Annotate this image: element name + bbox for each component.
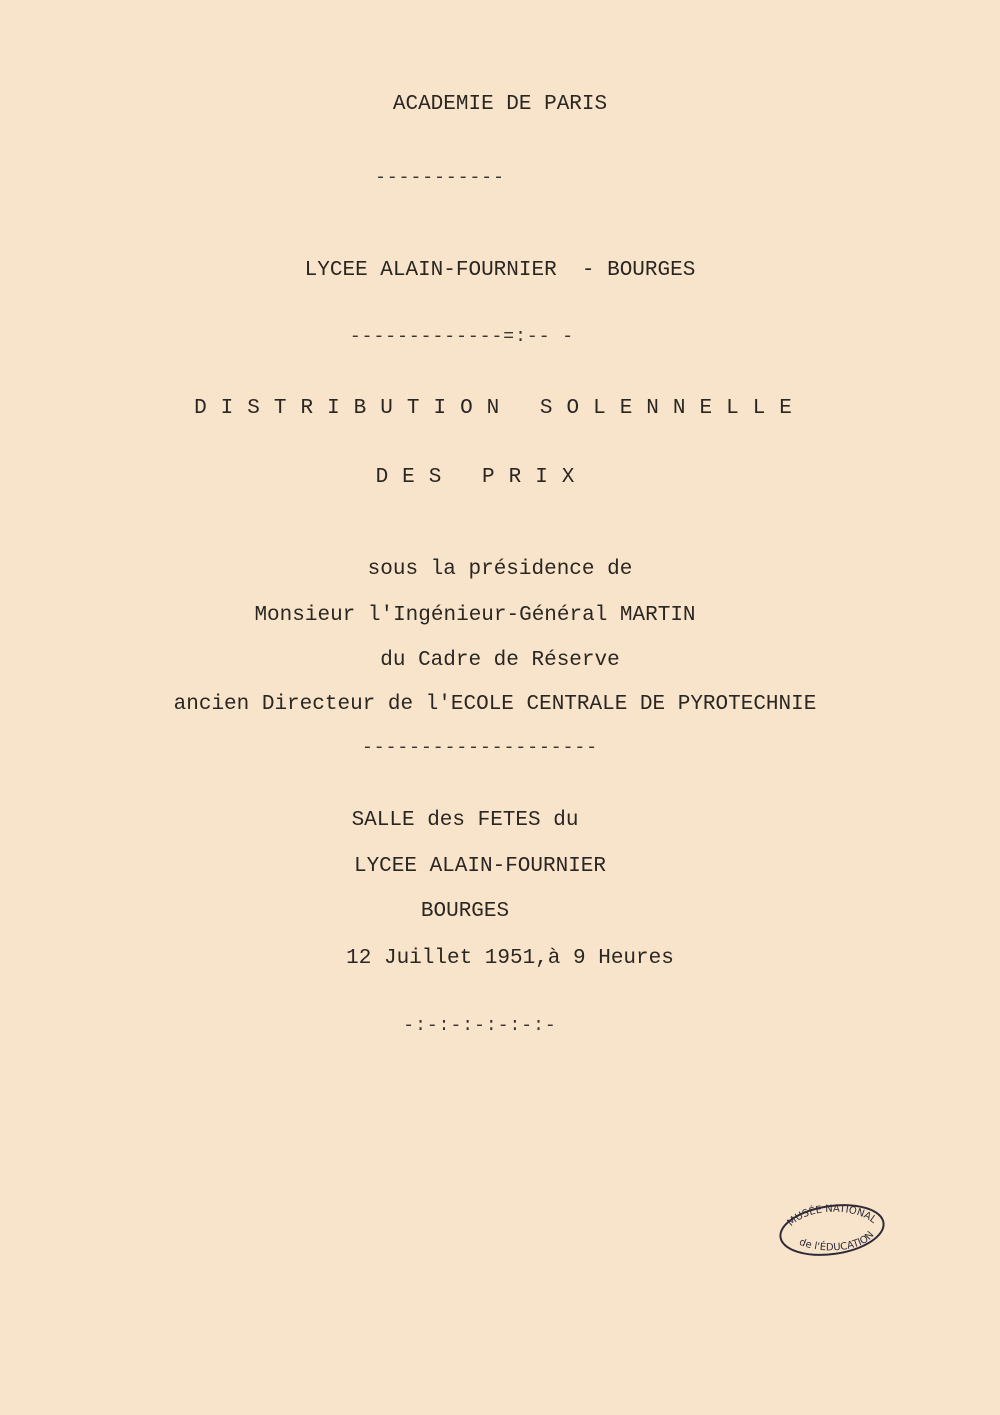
stamp-top-text: MUSÉE NATIONAL [785,1203,879,1229]
venue-line-4: 12 Juillet 1951,à 9 Heures [346,947,674,970]
school-heading: LYCEE ALAIN-FOURNIER - BOURGES [304,259,696,282]
ornament: -:-:-:-:-:-:- [403,1016,557,1036]
venue-line-3: BOURGES [420,900,510,923]
venue-line-2: LYCEE ALAIN-FOURNIER [353,855,607,878]
venue-line-1: SALLE des FETES du [351,809,579,832]
separator-2: -------------=:-- - [349,327,575,347]
separator-3: -------------------- [361,738,599,758]
presidency-line-2: Monsieur l'Ingénieur-Général MARTIN [254,604,696,627]
museum-stamp-icon [776,1200,888,1258]
title-line-2: DES PRIX [375,466,589,489]
presidency-line-1: sous la présidence de [367,558,633,581]
presidency-line-3: du Cadre de Réserve [380,649,620,672]
academy-heading: ACADEMIE DE PARIS [392,93,608,116]
separator-1: ----------- [375,168,505,188]
museum-stamp [776,1200,888,1258]
presidency-line-4: ancien Directeur de l'ECOLE CENTRALE DE PYROTECHNIE [173,693,817,716]
stamp-bottom-text: de l'ÉDUCATION [797,1229,877,1254]
svg-text:de l'ÉDUCATION [798,1230,877,1254]
title-line-1: DISTRIBUTION SOLENNELLE [194,397,806,420]
